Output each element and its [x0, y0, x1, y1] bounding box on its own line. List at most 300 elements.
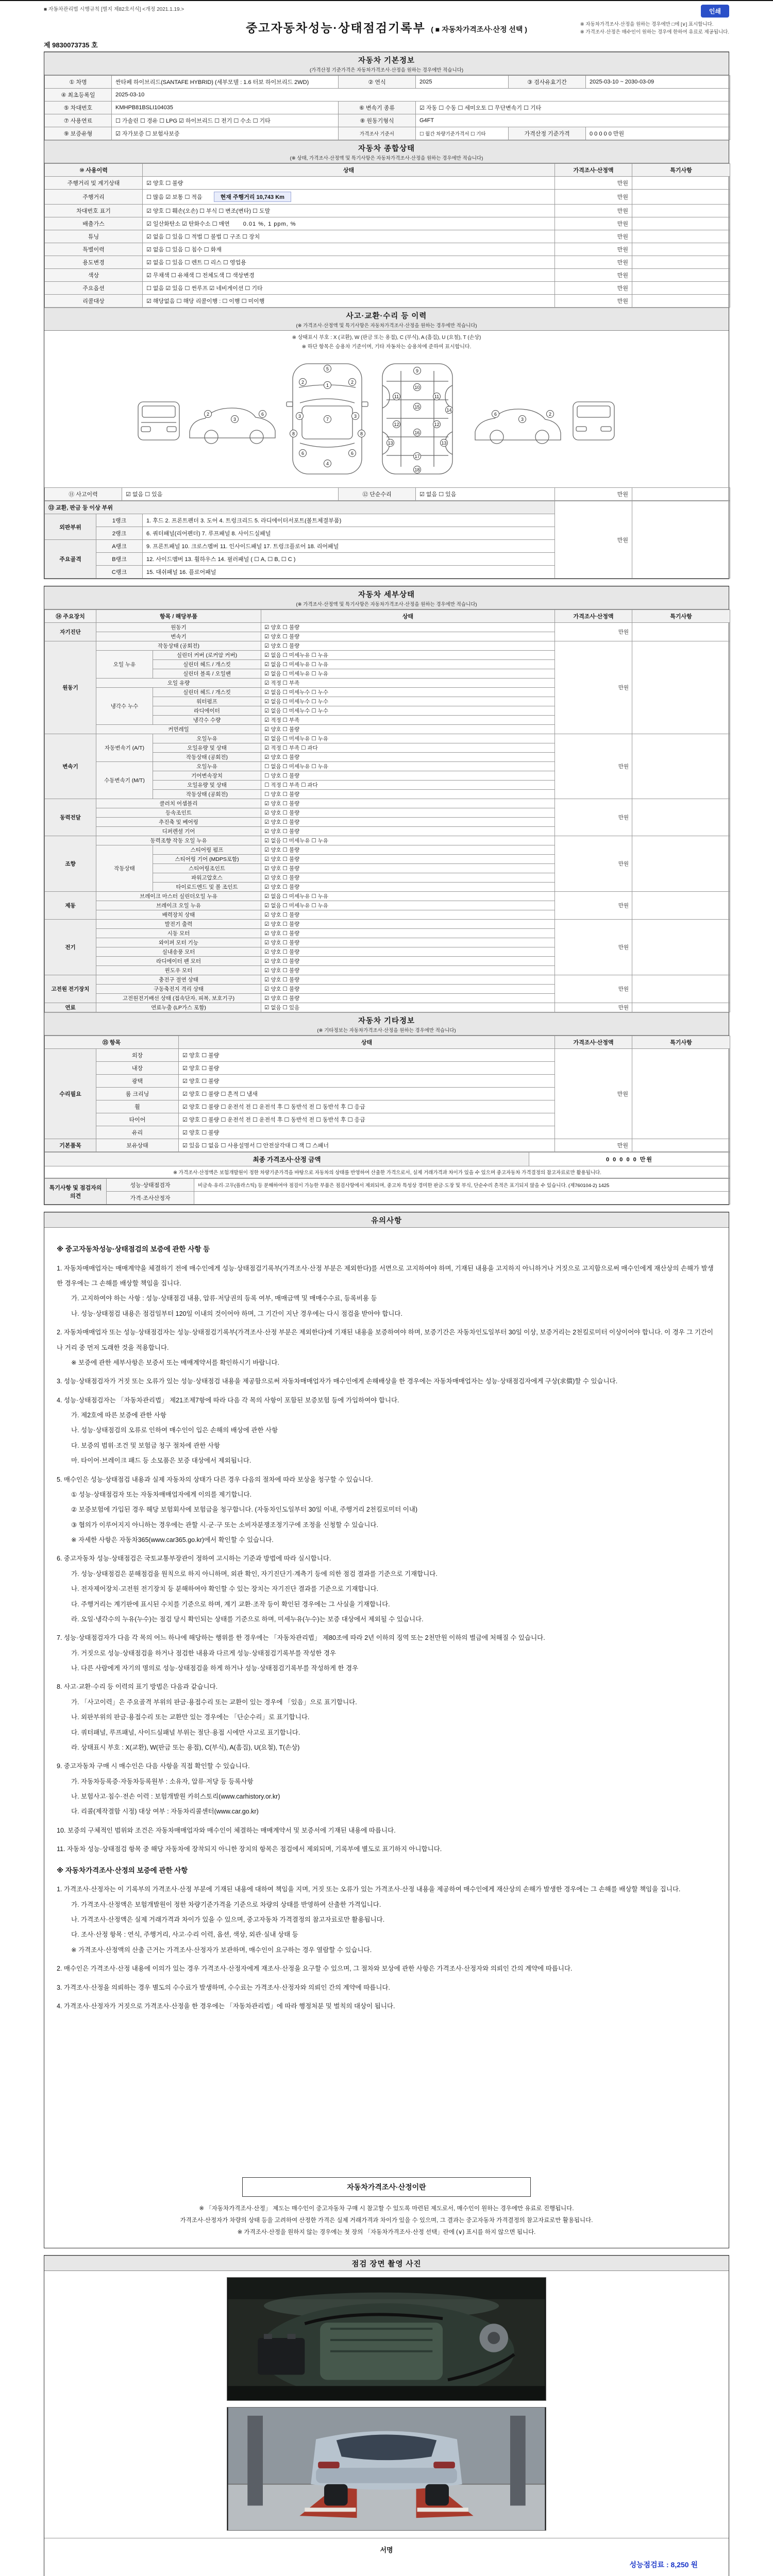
rank-cell: 1랭크 — [96, 514, 143, 527]
state-cell: ☑ 양호 ☐ 불량 ☐ 흔적 ☐ 냄새 — [179, 1088, 555, 1100]
group-cell: 제동 — [45, 892, 96, 920]
notice-line: 다. 보증의 범위·조건 및 보험금 청구 절차에 관한 사항 — [71, 1442, 220, 1449]
group-cell: 기본품목 — [45, 1139, 96, 1152]
panel-number: 5 — [324, 365, 331, 372]
overall-note: (※ 상태, 가격조사·산정액 및 특기사항은 자동차가격조사·산정을 원하는 경우에만 적습니다) — [290, 156, 483, 161]
label-cell: ⑧ 원동기형식 — [339, 114, 416, 127]
price-cell: 만원 — [555, 243, 632, 256]
accident-header — [44, 308, 729, 331]
state-cell: ☑ 양호 ☐ 불량 ☐ 운전석 전 ☐ 운전석 후 ☐ 동반석 전 ☐ 동반석 후 ☐ 응급 — [179, 1113, 555, 1126]
state-cell: ☐ 없음 ☐ 미세누유 ☐ 누유 — [261, 762, 555, 771]
column-header: 특기사항 — [632, 1036, 730, 1049]
notice-line: 가. 「사고이력」은 주요골격 부위의 판금·용접수리 또는 교환이 있는 경우에 「있음」으로 표기합니다. — [71, 1698, 357, 1706]
definition-line: ※ 「자동차가격조사·산정」 제도는 매수인이 중고자동차 구매 시 참고할 수 있도록 마련된 제도로서, 매수인이 원하는 경우에만 유료로 진행됩니다. — [199, 2206, 574, 2212]
item-cell: 브레이크 오일 누유 — [96, 901, 261, 910]
column-header: 특기사항 — [632, 164, 730, 177]
notice-line: ② 보증보험에 가입된 경우 해당 보험회사에 보험금을 청구합니다. (자동차인도일부터 30일 이내, 주행거리 2천킬로미터 이내) — [71, 1506, 418, 1514]
item-cell: 추진축 및 베어링 — [96, 818, 261, 827]
sub-group-cell: 냉각수 누수 — [96, 688, 153, 725]
definition-box-title: 자동차가격조사·산정이란 — [242, 2177, 531, 2197]
state-cell: ☑ 없음 ☐ 있음 — [261, 1003, 555, 1012]
detail-note: (※ 가격조사·산정액 및 특기사항은 자동차가격조사·산정을 원하는 경우에만 적습니다) — [296, 602, 477, 607]
basic-info-title: 자동차 기본정보 — [358, 57, 415, 65]
label-cell: 리콜대상 — [45, 295, 143, 308]
rank-cell: C랭크 — [96, 566, 143, 579]
group-cell: 수리필요 — [45, 1049, 96, 1139]
state-cell: ☑ 양호 ☐ 불량 — [261, 799, 555, 808]
state-cell: ☑ 양호 ☐ 훼손(오손) ☐ 부식 ☐ 변조(변타) ☐ 도말 — [143, 205, 555, 217]
item-cell: 오일 유량 — [96, 679, 261, 688]
group-cell: 자기진단 — [45, 623, 96, 641]
item-cell: 시동 모터 — [96, 929, 261, 938]
note-cell — [632, 295, 730, 308]
notice-line: 다. 쿼터패널, 루프패널, 사이드실패널 부위는 절단·용접 시에만 사고로 표기합니다. — [71, 1728, 300, 1736]
state-cell: ☐ 양호 ☐ 불량 — [261, 771, 555, 781]
notice-line: 1. 가격조사·산정자는 이 기록부의 가격조사·산정 부분에 기재된 내용에 대하여 책임을 지며, 거짓 또는 오류가 있는 가격조사·산정 내용을 제공하여 매수인에게 재산상의 손해가 발생한 경우에는 그 손해를 배상할 책임을 집니다. — [57, 1886, 681, 1893]
note-cell — [632, 641, 730, 734]
item-cell: 등속조인트 — [96, 808, 261, 818]
label-cell: ⑪ 사고이력 — [45, 488, 122, 501]
item-cell: 연료누출 (LP가스 포함) — [96, 1003, 261, 1012]
state-cell: ☑ 양호 ☐ 불량 — [261, 957, 555, 966]
notice-body — [44, 1228, 729, 2248]
item-cell: 브레이크 마스터 실린더오일 누유 — [96, 892, 261, 901]
notice-line: 나. 가격조사·산정액은 실제 거래가격과 차이가 있을 수 있으며, 중고자동차 가격결정의 참고자료로만 활용됩니다. — [71, 1916, 385, 1924]
title-row — [44, 19, 729, 36]
panel-number: 18 — [413, 466, 421, 473]
value-cell: ☑ 자동 ☐ 수동 ☐ 세미오토 ☐ 무단변속기 ☐ 기타 — [416, 101, 730, 114]
state-cell: ☑ 양호 ☐ 불량 — [261, 818, 555, 827]
label-cell: ④ 최초등록일 — [45, 89, 112, 101]
note-cell — [632, 734, 730, 799]
state-text: ☑ 일산화탄소 ☑ 탄화수소 ☐ 매연 — [146, 221, 230, 227]
notice-title: 유의사항 — [371, 1217, 402, 1225]
state-cell: ☑ 없음 ☐ 미세누유 ☐ 누유 — [261, 901, 555, 910]
final-price-table — [44, 1152, 730, 1178]
price-cell: 만원 — [555, 734, 632, 799]
notice-line: 라. 오일·냉각수의 누유(누수)는 점검 당시 확인되는 상태를 기준으로 하며, 미세누유(누수)는 보증 대상에서 제외될 수 있습니다. — [71, 1615, 424, 1623]
item-cell: 오일유량 및 상태 — [153, 781, 261, 790]
item-cell: 클러치 어셈블리 — [96, 799, 261, 808]
column-header: 상태 — [261, 610, 555, 623]
note-cell — [632, 488, 730, 501]
notice-line: 1. 자동차매매업자는 매매계약을 체결하기 전에 매수인에게 성능·상태점검기록부(가격조사·산정 부분은 제외한다)를 서면으로 고지하여야 하며, 기재된 내용을 고지하지 아니하거나 거짓으로 고지함으로써 매수인에게 재산상의 손해가 발생한 경우에는 그 손해를 배상할 책임을 집니다. — [57, 1264, 714, 1287]
final-price-label: 최종 가격조사·산정 금액 — [45, 1153, 529, 1166]
price-cell: 만원 — [555, 256, 632, 269]
form-reference: ■ 자동차관리법 시행규칙 [별지 제82호서식] <개정 2021.1.19.> — [44, 7, 184, 12]
label-cell: 가격산정 기준가격 — [509, 127, 586, 140]
panel-number: 3 — [231, 415, 239, 423]
value-cell: ☑ 자가보증 ☐ 보험사보증 — [112, 127, 339, 140]
column-header: 가격조사·산정액 — [555, 164, 632, 177]
notice-line: 3. 성능·상태점검자가 거짓 또는 오류가 있는 성능·상태점검 내용을 제공함으로써 자동차매매업자가 매수인에게 손해배상을 한 경우에는 자동차매매업자는 성능·상태점검자에게 구상(求償)할 수 있습니다. — [57, 1378, 618, 1385]
label-cell: 유리 — [96, 1126, 179, 1139]
item-cell: 파워고압호스 — [153, 873, 261, 883]
damage-code-legend — [44, 331, 729, 351]
group-cell: 연료 — [45, 1003, 96, 1012]
item-cell: 구동축전지 격리 상태 — [96, 985, 261, 994]
state-cell: ☑ 양호 ☐ 불량 — [261, 929, 555, 938]
label-cell: 가격·조사산정자 — [107, 1192, 194, 1205]
notice-line: ※ 자세한 사항은 자동차365(www.car365.go.kr)에서 확인할 수 있습니다. — [71, 1536, 274, 1544]
accident-note: (※ 가격조사·산정액 및 특기사항은 자동차가격조사·산정을 원하는 경우에만 적습니다) — [296, 323, 477, 329]
current-mileage-badge: 현재 주행거리 10,743 Km — [214, 192, 291, 202]
note-cell — [632, 975, 730, 1003]
notice-line: ① 성능·상태점검자 또는 자동차매매업자에게 이의를 제기합니다. — [71, 1490, 252, 1498]
etc-title: 자동차 기타정보 — [358, 1017, 415, 1025]
inspection-fee-line — [44, 2554, 729, 2572]
state-cell: ☑ 양호 ☐ 불량 — [261, 808, 555, 818]
panel-number: 15 — [413, 403, 421, 411]
notice-line: 가. 고지하여야 하는 사항 : 성능·상태점검 내용, 압류·저당권의 등록 여부, 매매금액 및 매매수수료, 등록비용 등 — [71, 1295, 377, 1302]
notice-line: 5. 매수인은 성능·상태점검 내용과 실제 자동차의 상태가 다른 경우 다음의 절차에 따라 보상을 청구할 수 있습니다. — [57, 1476, 373, 1483]
panel-number: 6 — [492, 410, 499, 418]
price-cell: 만원 — [555, 799, 632, 836]
group-cell: 주요골격 — [45, 540, 96, 579]
top-bar — [44, 3, 729, 18]
item-cell: 타이로드엔드 및 볼 조인트 — [153, 883, 261, 892]
note-cell — [632, 269, 730, 282]
legal-confirmation — [44, 2572, 729, 2576]
group-cell: 조향 — [45, 836, 96, 892]
panel-number: 2 — [546, 410, 554, 418]
section-box-photos — [44, 2255, 729, 2576]
label-cell: ⑫ 단순수리 — [339, 488, 416, 501]
sub-group-cell: 오일 누유 — [96, 651, 153, 679]
note-cell — [632, 1049, 730, 1139]
notice-line: 나. 보험사고·침수·전손 이력 : 보험개발원 카히스토리(www.carhistory.or.kr) — [71, 1793, 280, 1801]
notice-lines — [57, 1236, 716, 2014]
panel-number: 12 — [393, 420, 400, 428]
legend-line-2: ※ 하단 항목은 승용차 기준이며, 기타 자동차는 승용차에 준하여 표시합니다. — [301, 344, 472, 350]
title-note-1: ※ 자동차가격조사·산정을 원하는 경우에만 □에 [∨] 표시합니다. — [580, 22, 714, 27]
rank-items-cell: 6. 쿼터패널(리어펜더) 7. 루프패널 8. 사이드실패널 — [143, 527, 555, 540]
basic-info-header — [44, 52, 729, 75]
notice-line: 2. 자동차매매업자 또는 성능·상태점검자는 성능·상태점검기록부(가격조사·산정 부분은 제외한다)에 기재된 내용을 보증하여야 하며, 보증기간은 자동차인도일부터 30일 이상, 보증거리는 2천킬로미터 이상이어야 합니다. 이 경우 그 기간이나 거리 중 먼저 도래한 것을 적용합니다. — [57, 1329, 713, 1351]
state-cell: ☑ 무채색 ☐ 유채색 ☐ 전체도색 ☐ 색상변경 — [143, 269, 555, 282]
panel-number: 3 — [518, 415, 526, 423]
panel-number: 14 — [445, 406, 453, 414]
notice-line: 2. 매수인은 가격조사·산정 내용에 이의가 있는 경우 가격조사·산정자에게 재조사·산정을 요구할 수 있으며, 그 절차와 보상에 관한 사항은 가격조사·산정자와 의뢰인 간의 계약에 따릅니다. — [57, 1965, 573, 1973]
signature-title: 서명 — [44, 2538, 729, 2554]
exchange-rank-table — [44, 501, 730, 579]
notice-line: 10. 보증의 구체적인 범위와 조건은 자동차매매업자와 매수인이 체결하는 매매계약서 및 보증서에 기재된 내용에 따릅니다. — [57, 1826, 396, 1834]
notice-line: 11. 자동차 성능·상태점검 항목 중 해당 자동차에 장착되지 아니한 장치의 항목은 점검에서 제외되며, 기록부에 별도로 표기하지 아니합니다. — [57, 1845, 442, 1853]
panel-number: 13 — [386, 439, 394, 447]
state-cell: ☑ 양호 ☐ 불량 — [179, 1049, 555, 1062]
state-cell: ☐ 적정 ☐ 부족 ☐ 과다 — [261, 781, 555, 790]
price-cell: 만원 — [555, 177, 632, 190]
group-cell: 변속기 — [45, 734, 96, 799]
price-cell: 만원 — [555, 836, 632, 892]
item-cell: 스티어링 펌프 — [153, 845, 261, 855]
state-cell: ☑ 양호 ☐ 불량 — [261, 994, 555, 1003]
item-cell: 변속기 — [96, 632, 261, 641]
accident-title: 사고·교환·수리 등 이력 — [346, 312, 427, 320]
notice-line: 나. 외판부위의 판금·용접수리 또는 교환만 있는 경우에는 「단순수리」로 표기합니다. — [71, 1714, 310, 1721]
price-cell: 만원 — [555, 1139, 632, 1152]
column-header: ⑩ 사용이력 — [45, 164, 143, 177]
etc-header — [44, 1012, 729, 1036]
etc-note: (※ 기타정보는 자동차가격조사·산정을 원하는 경우에만 적습니다) — [317, 1028, 456, 1033]
notice-line: 나. 전자제어장치·고전원 전기장치 등 분해하여야 확인할 수 있는 장치는 자기진단 결과를 기준으로 기재합니다. — [71, 1585, 379, 1593]
label-cell: 가격조사 기준서 — [339, 127, 416, 140]
rank-items-cell: 12. 사이드멤버 13. 휠하우스 14. 필러패널 ( ☐ A, ☐ B, ☐ C ) — [143, 553, 555, 566]
notice-line: 가. 성능·상태점검은 분해점검을 원칙으로 하지 아니하며, 외관 확인, 자기진단기·계측기 등에 의한 점검 결과를 기준으로 기재합니다. — [71, 1570, 438, 1578]
panel-number: 11 — [393, 393, 400, 400]
notice-line: 다. 조사·산정 항목 : 연식, 주행거리, 사고·수리 이력, 옵션, 색상, 외관·실내 상태 등 — [71, 1931, 298, 1939]
state-cell: ☐ 없음 ☑ 있음 ☐ 썬루프 ☑ 네비게이션 ☐ 기타 — [143, 282, 555, 295]
note-cell — [632, 1003, 730, 1012]
label-cell: 주행거리 — [45, 190, 143, 205]
etc-info-table — [44, 1036, 730, 1152]
state-cell: ☑ 양호 ☐ 불량 — [261, 725, 555, 734]
notice-line: 라. 상태표시 부호 : X(교환), W(판금 또는 용접), C(부식), A(흠집), U(요철), T(손상) — [71, 1743, 300, 1751]
item-cell: 디퍼렌셜 기어 — [96, 827, 261, 836]
notice-line: 7. 성능·상태점검자가 다음 각 목의 어느 하나에 해당하는 행위를 한 경우에는 「자동차관리법」 제80조에 따라 2년 이하의 징역 또는 2천만원 이하의 벌금에 처해질 수 있습니다. — [57, 1634, 545, 1642]
rank-cell: B랭크 — [96, 553, 143, 566]
basic-info-table — [44, 75, 730, 140]
note-cell — [632, 177, 730, 190]
notice-line: ※ 자동차가격조사·산정의 보증에 관한 사항 — [57, 1866, 188, 1874]
panel-number: 2 — [299, 378, 307, 386]
notice-header — [44, 1212, 729, 1228]
notice-line: 4. 성능·상태점검자는 「자동차관리법」 제21조제7항에 따라 다음 각 목의 사항이 포함된 보증보험 등에 가입하여야 합니다. — [57, 1396, 399, 1404]
sub-group-cell: 수동변속기 (M/T) — [96, 762, 153, 799]
overall-state-table — [44, 163, 730, 308]
exchange-label-cell: ⑬ 교환, 판금 등 이상 부위 — [45, 501, 555, 514]
value-cell: 0 0 0 0 0 만원 — [586, 127, 730, 140]
group-cell: 원동기 — [45, 641, 96, 734]
item-cell: 실내송풍 모터 — [96, 947, 261, 957]
item-cell: 작동상태 (공회전) — [96, 641, 261, 651]
group-cell: 고전원 전기장치 — [45, 975, 96, 1003]
panel-number: 3 — [351, 412, 359, 420]
item-cell: 라디에이터 팬 모터 — [96, 957, 261, 966]
group-cell: 외판부위 — [45, 514, 96, 540]
panel-number: 8 — [290, 430, 297, 437]
accident-history-table — [44, 487, 730, 501]
item-cell: 실린더 헤드 / 개스킷 — [153, 660, 261, 669]
item-cell: 워터펌프 — [153, 697, 261, 706]
state-cell: ☑ 해당없음 ☐ 해당 리콜이행 : ☐ 이행 ☐ 미이행 — [143, 295, 555, 308]
price-cell: 만원 — [555, 641, 632, 734]
notice-line: 가. 가격조사·산정액은 보험개발원이 정한 차량기준가격을 기준으로 차량의 상태를 반영하여 산출한 가격입니다. — [71, 1901, 381, 1908]
state-cell: ☑ 양호 ☐ 불량 — [261, 753, 555, 762]
item-cell: 기어변속장치 — [153, 771, 261, 781]
item-cell: 발전기 출력 — [96, 920, 261, 929]
item-cell: 고전원전기배선 상태 (접속단자, 피복, 보호기구) — [96, 994, 261, 1003]
note-cell — [632, 836, 730, 892]
panel-number: 3 — [296, 412, 304, 420]
column-header: ⑭ 주요장치 — [45, 610, 96, 623]
item-cell: 오일누유 — [153, 734, 261, 743]
label-cell: 색상 — [45, 269, 143, 282]
state-cell: ☑ 없음 ☐ 미세누유 ☐ 누유 — [261, 660, 555, 669]
value-cell: 싼타페 하이브리드(SANTAFE HYBRID) (세부모델 : 1.6 터보 하이브리드 2WD) — [112, 76, 339, 89]
state-cell: ☑ 있음 ☐ 없음 ☐ 사용설명서 ☐ 안전삼각대 ☐ 잭 ☐ 스패너 — [179, 1139, 555, 1152]
state-cell: ☑ 없음 ☐ 미세누수 ☐ 누수 — [261, 706, 555, 716]
document-number: 제 9830073735 호 — [44, 41, 98, 49]
label-cell: 차대번호 표기 — [45, 205, 143, 217]
label-cell: 주행거리 및 계기상태 — [45, 177, 143, 190]
rank-items-cell: 15. 대쉬패널 16. 플로어패널 — [143, 566, 555, 579]
note-cell — [632, 623, 730, 641]
item-cell: 충전구 절연 상태 — [96, 975, 261, 985]
definition-line: 가격조사·산정자가 차량의 상태 등을 고려하여 산정한 가격은 실제 거래가격과 차이가 있을 수 있으며, 그 결과는 중고자동차 가격결정의 참고자료로만 활용됩니다. — [180, 2217, 593, 2224]
item-cell: 실린더 블록 / 오일팬 — [153, 669, 261, 679]
state-cell: ☑ 없음 ☐ 있음 ☐ 렌트 ☐ 리스 ☐ 영업용 — [143, 256, 555, 269]
rank-items-cell: 9. 프론트패널 10. 크로스멤버 11. 인사이드패널 17. 트렁크플로어 18. 리어패널 — [143, 540, 555, 553]
detail-state-table — [44, 609, 730, 1012]
photos-header — [44, 2256, 729, 2271]
item-cell: 오일유량 및 상태 — [153, 743, 261, 753]
section-box-1 — [44, 52, 729, 579]
state-cell: ☑ 양호 ☐ 불량 — [261, 966, 555, 975]
state-cell: ☑ 없음 ☐ 미세누유 ☐ 누유 — [261, 892, 555, 901]
inspection-fee-value: 8,250 원 — [670, 2561, 698, 2569]
notice-line: 나. 다른 사람에게 자기의 명의로 성능·상태점검을 하게 하거나 성능·상태점검기록부를 작성하게 한 경우 — [71, 1665, 359, 1672]
rank-items-cell: 1. 후드 2. 프론트펜더 3. 도어 4. 트렁크리드 5. 라디에이터서포트(볼트체결부품) — [143, 514, 555, 527]
label-cell: 배출가스 — [45, 217, 143, 230]
price-cell: 만원 — [555, 217, 632, 230]
item-cell: 실린더 커버 (로커암 커버) — [153, 651, 261, 660]
label-cell: 휠 — [96, 1100, 179, 1113]
panel-number: 6 — [259, 410, 266, 418]
state-cell: ☑ 양호 ☐ 불량 — [261, 855, 555, 864]
label-cell: 주요옵션 — [45, 282, 143, 295]
state-text: ☐ 많음 ☑ 보통 ☐ 적음 — [146, 194, 203, 200]
note-cell — [632, 501, 730, 579]
final-price-value: 0 0 0 0 0 만원 — [529, 1153, 730, 1166]
item-cell: 와이퍼 모터 기능 — [96, 938, 261, 947]
rank-cell: 2랭크 — [96, 527, 143, 540]
state-cell: ☑ 양호 ☐ 불량 — [261, 827, 555, 836]
panel-number: 4 — [324, 460, 331, 467]
note-cell — [632, 217, 730, 230]
price-cell: 만원 — [555, 295, 632, 308]
label-cell: ⑨ 보증유형 — [45, 127, 112, 140]
inspector-opinion-table — [44, 1178, 730, 1205]
price-cell: 만원 — [555, 205, 632, 217]
detail-header — [44, 586, 729, 609]
column-header: 특기사항 — [632, 610, 730, 623]
value-cell: 2025-03-10 — [112, 89, 730, 101]
column-header: 상태 — [143, 164, 555, 177]
label-cell: 용도변경 — [45, 256, 143, 269]
notice-line: 3. 가격조사·산정을 의뢰하는 경우 별도의 수수료가 발생하며, 수수료는 가격조사·산정자와 의뢰인 간의 계약에 따릅니다. — [57, 1984, 390, 1991]
item-cell: 오일누유 — [153, 762, 261, 771]
note-cell — [632, 256, 730, 269]
overall-title: 자동차 종합상태 — [358, 145, 415, 153]
label-cell: 내장 — [96, 1062, 179, 1075]
item-cell: 원동기 — [96, 623, 261, 632]
state-cell: ☑ 양호 ☐ 불량 — [179, 1075, 555, 1088]
label-cell: 타이어 — [96, 1113, 179, 1126]
definition-lines — [57, 2203, 716, 2239]
state-cell: ☑ 양호 ☐ 불량 — [261, 947, 555, 957]
price-cell: 만원 — [555, 975, 632, 1003]
state-cell: ☑ 적정 ☐ 부족 — [261, 679, 555, 688]
panel-number: 7 — [324, 415, 331, 423]
item-cell: 작동상태 (공회전) — [153, 753, 261, 762]
price-appraisal-definition — [57, 2169, 716, 2239]
notice-line: 나. 성능·상태점검의 오류로 인하여 매수인이 입은 손해의 배상에 관한 사항 — [71, 1427, 278, 1434]
price-cell: 만원 — [555, 892, 632, 920]
note-cell — [632, 1139, 730, 1152]
label-cell: 성능·상태점검자 — [107, 1179, 194, 1192]
price-cell: 만원 — [555, 1049, 632, 1139]
inspection-fee-label: 성능점검료 : — [629, 2561, 669, 2569]
group-cell: 전기 — [45, 920, 96, 975]
notice-line: 나. 성능·상태점검 내용은 점검일부터 120일 이내의 것이어야 하며, 그 기간이 지난 경우에는 다시 점검을 받아야 합니다. — [71, 1310, 402, 1317]
state-cell: ☑ 양호 ☐ 불량 — [261, 873, 555, 883]
panel-number: 9 — [413, 367, 421, 375]
page-title: 중고자동차성능·상태점검기록부 — [246, 21, 426, 35]
notice-line: ※ 가격조사·산정액의 산출 근거는 가격조사·산정자가 보관하며, 매수인이 요구하는 경우 열람할 수 있습니다. — [71, 1946, 372, 1954]
label-cell: ① 차명 — [45, 76, 112, 89]
note-cell — [632, 205, 730, 217]
panel-number: 17 — [413, 452, 421, 460]
state-cell: ☑ 양호 ☐ 불량 — [261, 938, 555, 947]
notice-line: 가. 거짓으로 성능·상태점검을 하거나 점검한 내용과 다르게 성능·상태점검기록부를 작성한 경우 — [71, 1649, 336, 1657]
overall-header — [44, 140, 729, 163]
basic-info-note: (가격산정 기준가격은 자동차가격조사·산정을 원하는 경우에만 적습니다) — [310, 67, 463, 73]
item-cell: 스티어링조인트 — [153, 864, 261, 873]
group-cell: 동력전달 — [45, 799, 96, 836]
state-cell: ☑ 없음 ☐ 미세누유 ☐ 누유 — [261, 836, 555, 845]
state-cell: ☑ 없음 ☐ 미세누수 ☐ 누수 — [261, 697, 555, 706]
panel-number: 2 — [204, 410, 212, 418]
state-cell: ☑ 없음 ☐ 있음 — [122, 488, 339, 501]
state-cell: ☑ 양호 ☐ 불량 ☐ 운전석 전 ☐ 운전석 후 ☐ 동반석 전 ☐ 동반석 후 ☐ 응급 — [179, 1100, 555, 1113]
state-cell: ☑ 양호 ☐ 불량 — [261, 975, 555, 985]
value-cell: 2025 — [416, 76, 509, 89]
label-cell: 특별이력 — [45, 243, 143, 256]
label-cell: 광택 — [96, 1075, 179, 1088]
state-cell: ☑ 양호 ☐ 불량 — [261, 641, 555, 651]
item-cell: 스티어링 기어 (MDPS포함) — [153, 855, 261, 864]
notice-line: 8. 사고·교환·수리 등 이력의 표기 방법은 다음과 같습니다. — [57, 1683, 218, 1691]
rank-cell: A랭크 — [96, 540, 143, 553]
group-cell: 특기사항 및 점검자의 의견 — [45, 1179, 107, 1205]
panel-number: 12 — [433, 420, 441, 428]
price-cell: 만원 — [555, 501, 632, 579]
section-box-2 — [44, 586, 729, 1205]
label-cell: 외장 — [96, 1049, 179, 1062]
column-header: ⑮ 항목 — [45, 1036, 179, 1049]
state-cell: ☐ 양호 ☐ 불량 — [261, 790, 555, 799]
notice-line: ③ 협의가 이루어지지 아니하는 경우에는 관할 시·군·구 또는 소비자분쟁조정기구에 조정을 신청할 수 있습니다. — [71, 1521, 378, 1529]
value-cell: G4FT — [416, 114, 730, 127]
panel-number: 2 — [348, 378, 356, 386]
item-cell: 냉각수 수량 — [153, 716, 261, 725]
price-cell: 만원 — [555, 282, 632, 295]
panel-number: 11 — [433, 393, 441, 400]
note-cell — [632, 799, 730, 836]
label-cell: ⑦ 사용연료 — [45, 114, 112, 127]
print-button[interactable]: 인쇄 — [701, 5, 729, 18]
underbody-lift-photo — [227, 2407, 546, 2531]
notice-line: 다. 리콜(제작결함 시정) 대상 여부 : 자동차리콜센터(www.car.go.kr) — [71, 1808, 259, 1816]
engine-bay-photo — [227, 2277, 546, 2401]
label-cell: 룸 크리닝 — [96, 1088, 179, 1100]
sub-group-cell: 자동변속기 (A/T) — [96, 734, 153, 762]
note-cell — [632, 282, 730, 295]
final-price-note: ※ 가격조사·산정액은 보험개발원이 정한 차량기준가격을 바탕으로 자동차의 상태를 반영하여 산출한 가격으로서, 실제 거래가격과 차이가 있을 수 있으며 중고자동차 가격결정의 참고자료로만 활용됩니다. — [45, 1166, 730, 1178]
label-cell: 보유상태 — [96, 1139, 179, 1152]
inspector-opinion-text: 비금속·유리·고무(플라스틱) 등 분해하여야 점검이 가능한 부품은 점검사항에서 제외되며, 중고차 특성상 경미한 판금·도장 및 부식, 단순수리 흔적은 표기되지 않을 수 있습니다. (제760104-2) 1425 — [194, 1179, 730, 1192]
